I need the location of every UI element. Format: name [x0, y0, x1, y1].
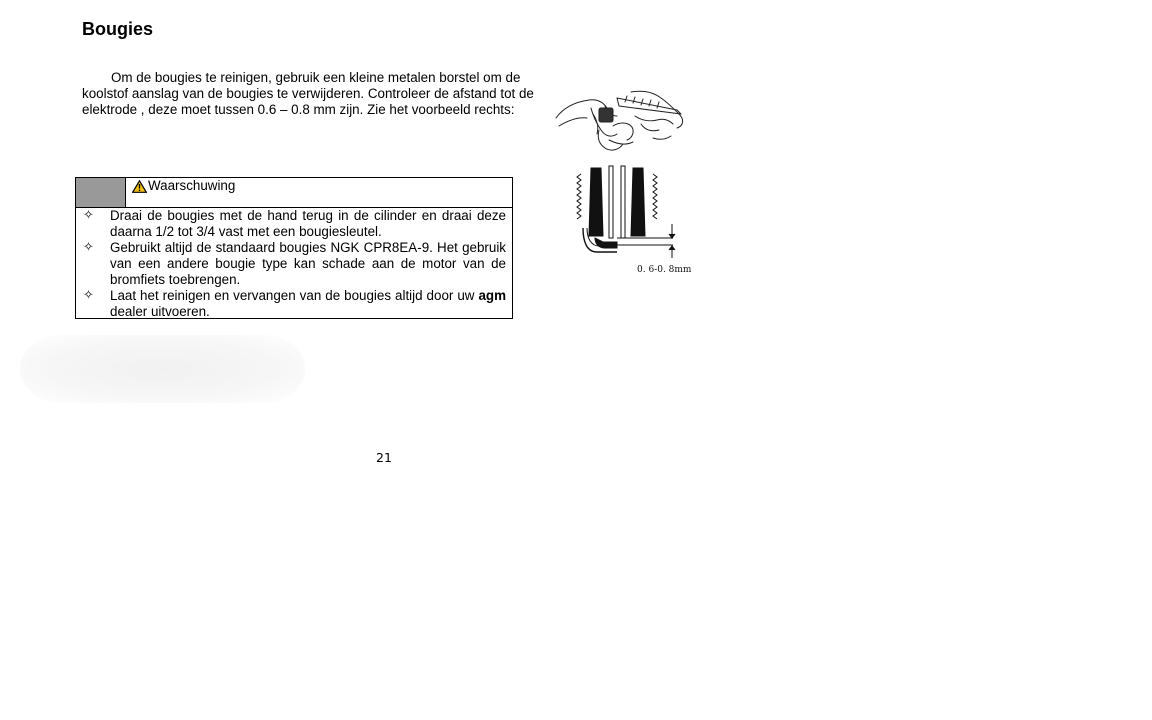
- warning-item-text: Laat het reinigen en vervangen van de bougies altijd door uw: [110, 288, 479, 303]
- warning-box: [75, 177, 513, 319]
- dealer-brand: agm: [478, 288, 506, 303]
- warning-item-text: Draai de bougies met de hand terug in de cilinder en draai deze daarna 1/2 tot 3/4 vast met een bougiesleutel.: [110, 208, 506, 239]
- gap-label: 0. 6-0. 8mm: [637, 265, 692, 275]
- cleaning-hands-drawing: [556, 91, 683, 150]
- faded-watermark: [20, 335, 305, 403]
- sparkle-bullet-icon: ✧: [83, 208, 94, 223]
- warning-header-shade: [76, 178, 126, 207]
- warning-list: [76, 208, 512, 320]
- warning-item-text-end: dealer uitvoeren.: [110, 304, 210, 319]
- warning-item: [76, 288, 512, 320]
- spark-plug-illustration: [553, 86, 693, 282]
- warning-item: [76, 208, 512, 240]
- sparkle-bullet-icon: ✧: [83, 240, 94, 255]
- intro-paragraph: [82, 70, 536, 118]
- sparkle-bullet-icon: ✧: [83, 288, 94, 303]
- page-number: 21: [376, 450, 392, 465]
- warning-header: [76, 178, 512, 208]
- warning-item: [76, 240, 512, 288]
- warning-item-text: Gebruikt altijd de standaard bougies NGK CPR8EA-9. Het gebruik van een andere bougie type kan schade aan de motor van de bromfiets toebrengen.: [110, 240, 506, 287]
- page-title: Bougies: [82, 19, 154, 39]
- intro-text: Om de bougies te reinigen, gebruik een kleine metalen borstel om de koolstof aanslag van de bougies te verwijderen. Controleer de afstand tot de elektrode , deze moet tussen 0.6 – 0.8 mm zijn. Zie het voorbeeld rechts:: [82, 70, 534, 117]
- warning-title: [132, 178, 235, 194]
- warning-triangle-icon: [132, 180, 147, 193]
- warning-title-text: Waarschuwing: [148, 178, 236, 193]
- electrode-gap-diagram: [577, 166, 675, 258]
